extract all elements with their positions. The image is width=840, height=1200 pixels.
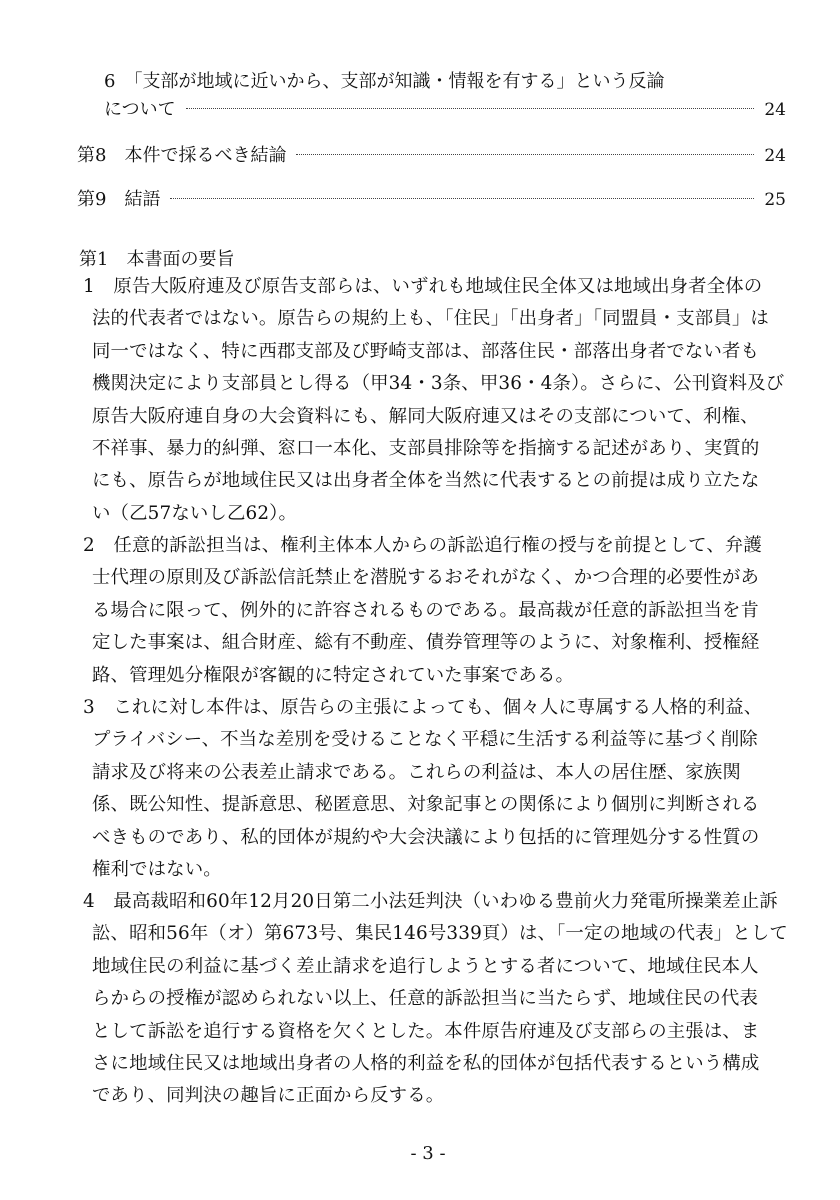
toc-dot-leader bbox=[296, 154, 754, 155]
paragraph-line: 1 原告大阪府連及び原告支部らは、いずれも地域住民全体又は地域出身者全体の bbox=[83, 276, 763, 297]
paragraph-line: さに地域住民又は地域出身者の人格的利益を私的団体が包括代表するという構成 bbox=[92, 1052, 760, 1074]
summary-paragraph-2 bbox=[83, 530, 813, 692]
page-number: - 3 - bbox=[410, 1143, 446, 1164]
paragraph-line: 不祥事、暴力的糾弾、窓口一本化、支部員排除等を指摘する記述があり、実質的 bbox=[92, 437, 760, 459]
toc-dot-leader bbox=[186, 108, 755, 109]
paragraph-line: 法的代表者ではない。原告らの規約上も、「住民」「出身者」「同盟員・支部員」は bbox=[92, 308, 769, 330]
paragraph-line: 路、管理処分権限が客観的に特定されていた事案である。 bbox=[92, 664, 575, 686]
paragraph-line: らからの授権が認められない以上、任意的訴訟担当に当たらず、地域住民の代表 bbox=[92, 988, 758, 1010]
paragraph-line: 機関決定により支部員とし得る（甲34・3条、甲36・4条）。さらに、公刊資料及び bbox=[92, 373, 785, 395]
paragraph-line: 3 これに対し本件は、原告らの主張によっても、個々人に専属する人格的利益、 bbox=[83, 697, 763, 718]
toc-item-6-line1: 6 「支部が地域に近いから、支部が知識・情報を有する」という反論 bbox=[104, 71, 665, 92]
paragraph-line: べきものであり、私的団体が規約や大会決議により包括的に管理処分する性質の bbox=[92, 826, 760, 848]
paragraph-line: 権利ではない。 bbox=[92, 858, 222, 880]
paragraph-line: 係、既公知性、提訴意思、秘匿意思、対象記事との関係により個別に判断される bbox=[92, 794, 760, 816]
paragraph-line: い（乙57ないし乙62）。 bbox=[92, 502, 298, 524]
paragraph-line: 訟、昭和56年（オ）第673号、集民146号339頁）は、「一定の地域の代表」として bbox=[92, 923, 788, 945]
paragraph-line: プライバシー、不当な差別を受けることなく平穏に生活する利益等に基づく削除 bbox=[92, 729, 758, 751]
paragraph-line: る場合に限って、例外的に許容されるものである。最高裁が任意的訴訟担当を肯 bbox=[92, 599, 760, 621]
paragraph-line: 定した事案は、組合財産、総有不動産、債券管理等のように、対象権利、授権経 bbox=[92, 632, 760, 654]
summary-paragraph-4 bbox=[83, 886, 813, 1113]
toc-page-number: 24 bbox=[764, 146, 786, 166]
toc-item-label: 第8 本件で採るべき結論 bbox=[77, 145, 287, 166]
paragraph-line: 2 任意的訴訟担当は、権利主体本人からの訴訟追行権の授与を前提として、弁護 bbox=[83, 535, 762, 556]
toc-page-number: 24 bbox=[764, 100, 786, 120]
toc-dot-leader bbox=[170, 198, 754, 199]
paragraph-line: 同一ではなく、特に西郡支部及び野崎支部は、部落住民・部落出身者でない者も bbox=[92, 340, 760, 362]
summary-paragraph-3 bbox=[83, 692, 813, 886]
section-heading: 第1 本書面の要旨 bbox=[79, 249, 235, 270]
toc-page-number: 25 bbox=[764, 190, 786, 210]
toc-item-9 bbox=[77, 188, 786, 212]
paragraph-line: 4 最高裁昭和60年12月20日第二小法廷判決（いわゆる豊前火力発電所操業差止訴 bbox=[83, 891, 778, 912]
toc-item-label: 第9 結語 bbox=[77, 189, 161, 210]
paragraph-line: 請求及び将来の公表差止請求である。これらの利益は、本人の居住歴、家族関 bbox=[92, 761, 741, 783]
toc-item-6-line2: について bbox=[104, 99, 176, 120]
toc-item-8 bbox=[77, 144, 786, 168]
toc-item-6 bbox=[104, 98, 786, 122]
paragraph-line: 地域住民の利益に基づく差止請求を追行しようとする者について、地域住民本人 bbox=[92, 955, 759, 977]
paragraph-line: として訴訟を追行する資格を欠くとした。本件原告府連及び支部らの主張は、ま bbox=[92, 1020, 760, 1042]
paragraph-line: にも、原告らが地域住民又は出身者全体を当然に代表するとの前提は成り立たな bbox=[92, 470, 760, 492]
paragraph-line: 原告大阪府連自身の大会資料にも、解同大阪府連又はその支部について、利権、 bbox=[92, 405, 759, 427]
summary-paragraph-1 bbox=[83, 271, 813, 530]
paragraph-line: であり、同判決の趣旨に正面から反する。 bbox=[92, 1085, 445, 1107]
paragraph-line: 士代理の原則及び訴訟信託禁止を潜脱するおそれがなく、かつ合理的必要性があ bbox=[92, 567, 760, 589]
